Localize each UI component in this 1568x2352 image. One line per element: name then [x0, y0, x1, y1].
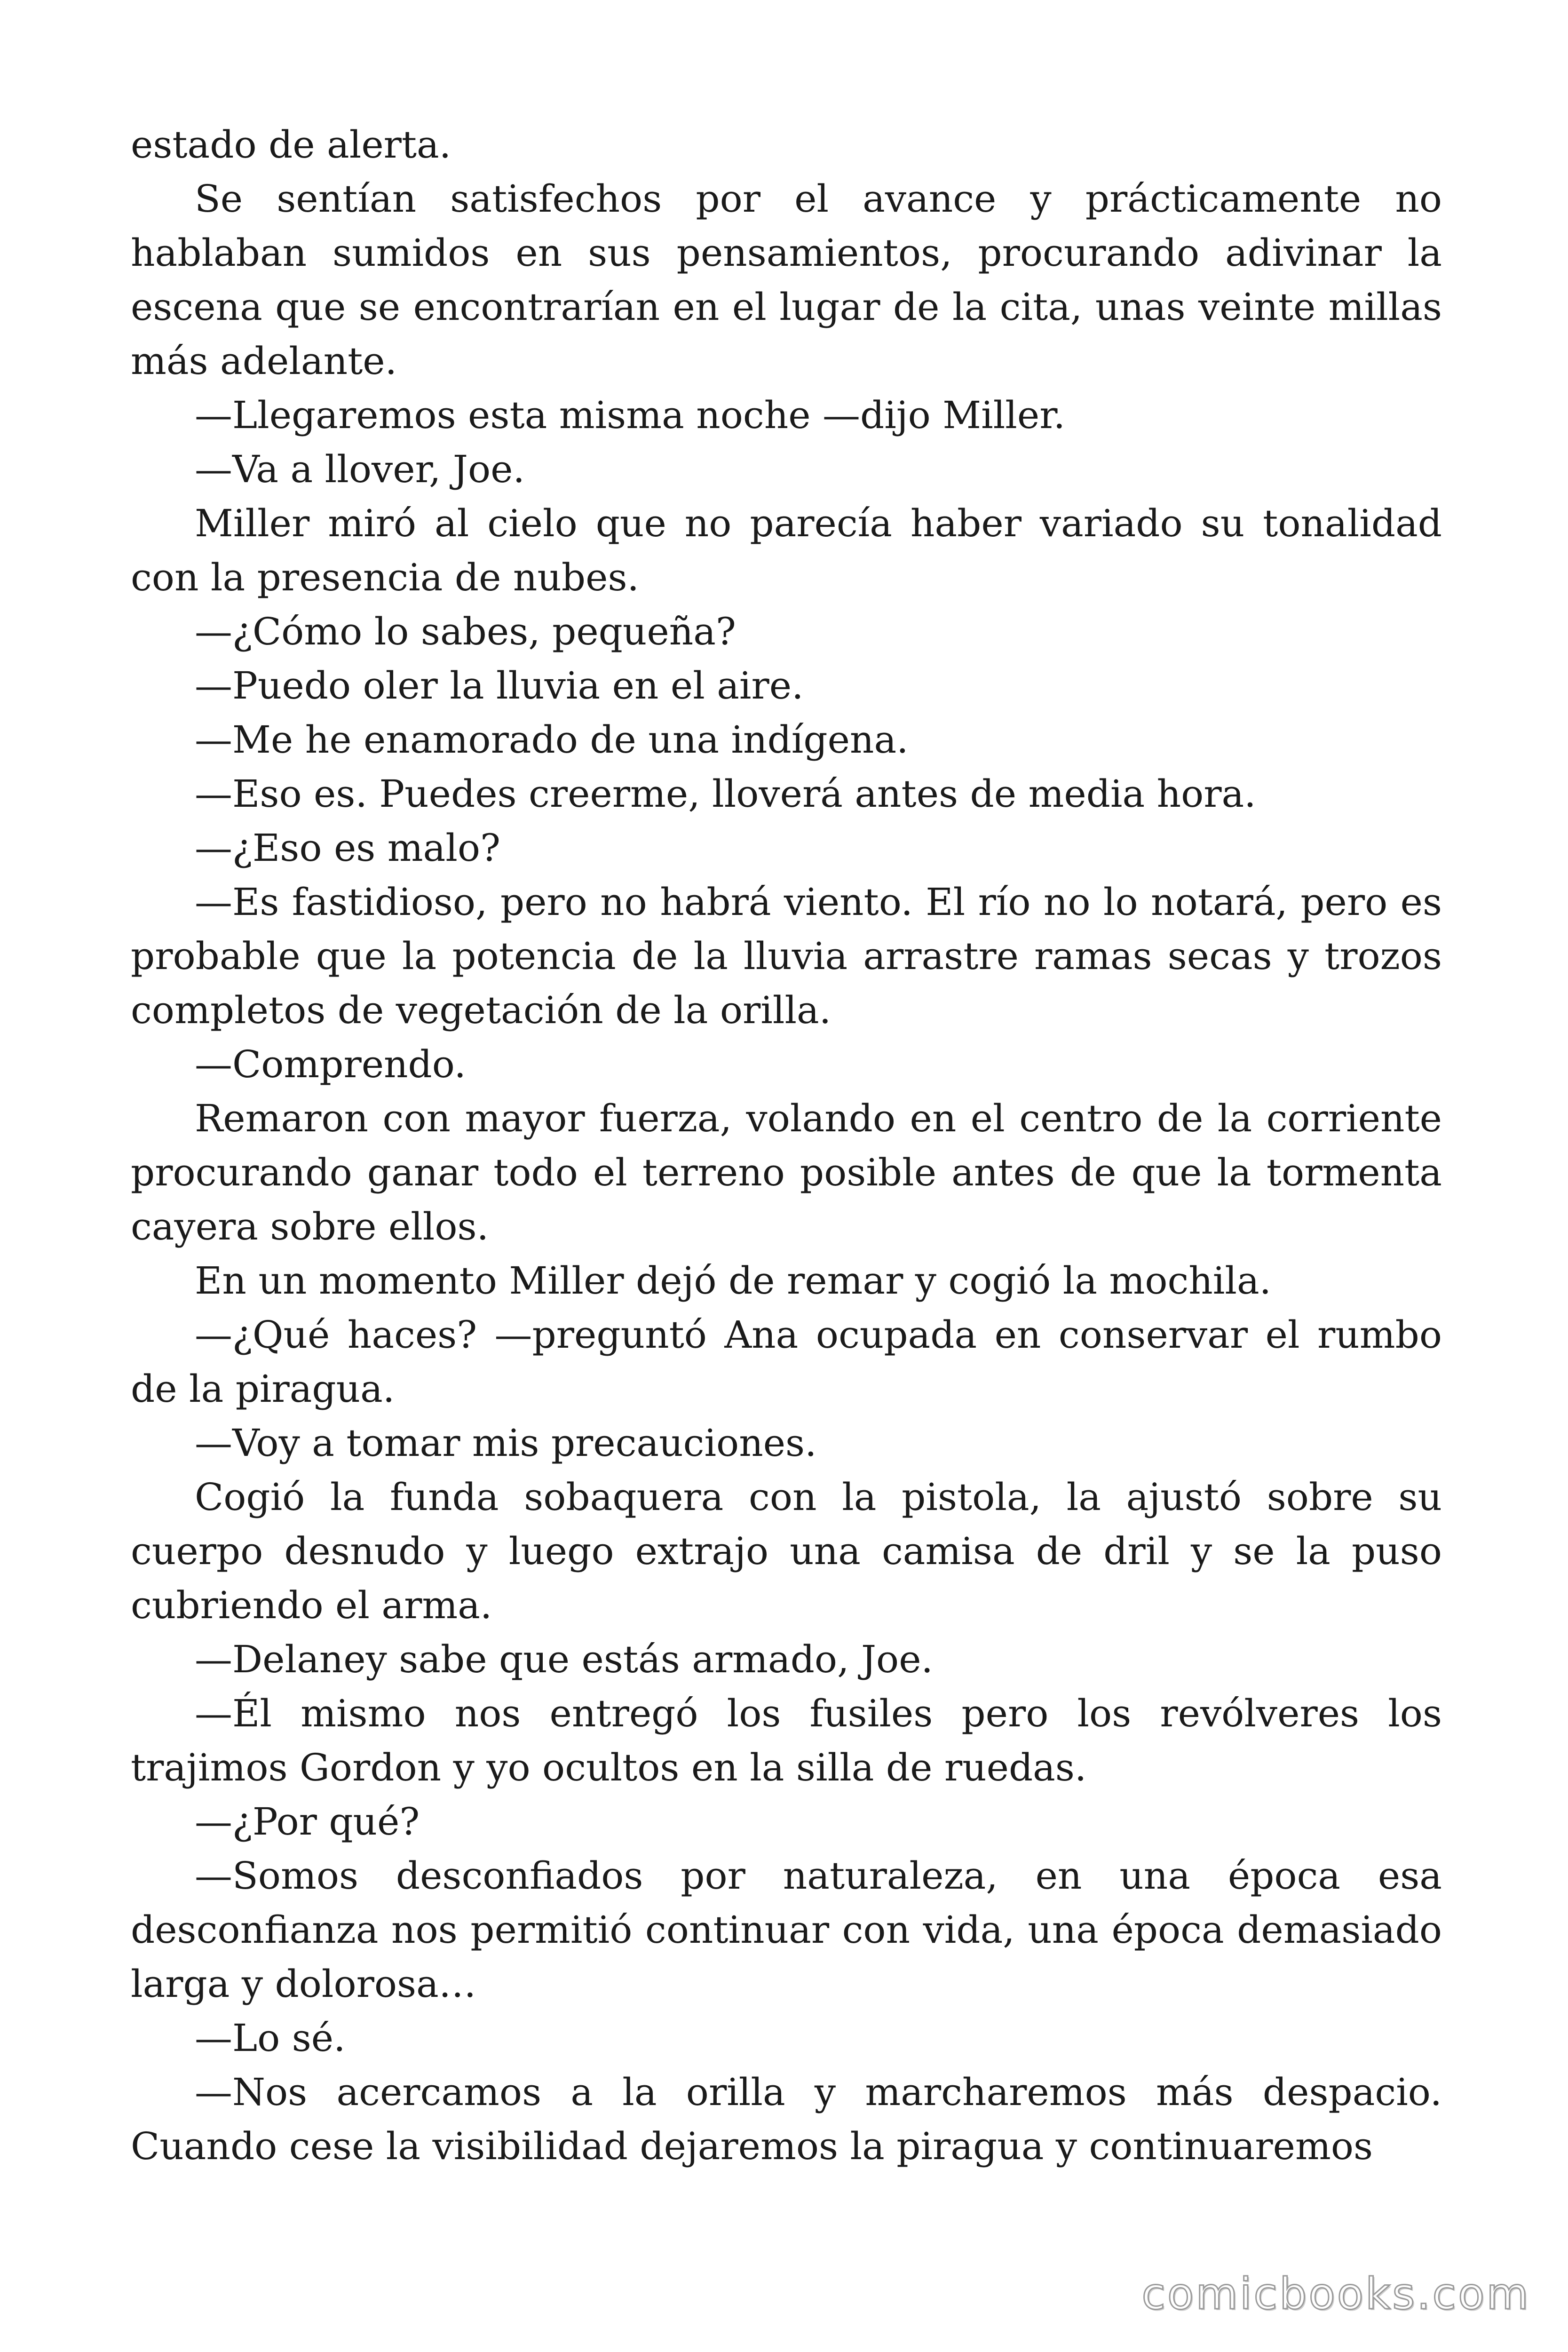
paragraph: —¿Por qué? [195, 1800, 420, 1843]
paragraph: Remaron con mayor fuerza, volando en el centro de la corriente procurando ganar todo el terreno posible antes de que la tormenta cayera sobre ellos. [131, 1097, 1442, 1248]
paragraph: Se sentían satisfechos por el avance y prácticamente no hablaban sumidos en sus pensamientos, procurando adivinar la escena que se encontrarían en el lugar de la cita, unas veinte millas más adelante. [131, 177, 1442, 383]
paragraph: —Me he enamorado de una indígena. [195, 718, 909, 762]
paragraph: —¿Qué haces? —preguntó Ana ocupada en conservar el rumbo de la piragua. [131, 1313, 1442, 1411]
paragraph: estado de alerta. [131, 123, 451, 167]
paragraph: Miller miró al cielo que no parecía haber variado su tonalidad con la presencia de nubes. [131, 501, 1442, 599]
paragraph: Cogió la funda sobaquera con la pistola, la ajustó sobre su cuerpo desnudo y luego extrajo una camisa de dril y se la puso cubriendo el arma. [131, 1475, 1442, 1627]
paragraph: —Voy a tomar mis precauciones. [195, 1421, 817, 1465]
watermark: comicbooks.com [1141, 2269, 1530, 2319]
paragraph: —Es fastidioso, pero no habrá viento. El río no lo notará, pero es probable que la potencia de la lluvia arrastre ramas secas y trozos completos de vegetación de la orilla. [131, 880, 1442, 1032]
paragraph: En un momento Miller dejó de remar y cogió la mochila. [195, 1259, 1272, 1303]
paragraph: —¿Eso es malo? [195, 826, 500, 870]
paragraph: —Delaney sabe que estás armado, Joe. [195, 1637, 933, 1681]
paragraph: —Puedo oler la lluvia en el aire. [195, 664, 804, 707]
paragraph: —Eso es. Puedes creerme, lloverá antes de media hora. [195, 772, 1256, 816]
paragraph: —Lo sé. [195, 2016, 346, 2060]
paragraph: —¿Cómo lo sabes, pequeña? [195, 610, 736, 653]
paragraph: —Nos acercamos a la orilla y marcharemos más despacio. Cuando cese la visibilidad dejaremos la piragua y continuaremos [131, 2070, 1442, 2168]
paragraph: —Llegaremos esta misma noche —dijo Miller. [195, 393, 1066, 437]
paragraph: —Él mismo nos entregó los fusiles pero los revólveres los trajimos Gordon y yo ocultos en la silla de ruedas. [131, 1692, 1442, 1789]
book-page-text [131, 118, 1442, 2173]
paragraph: —Va a llover, Joe. [195, 447, 525, 491]
paragraph: —Comprendo. [195, 1042, 466, 1086]
paragraph: —Somos desconfiados por naturaleza, en una época esa desconfianza nos permitió continuar con vida, una época demasiado larga y dolorosa… [131, 1854, 1442, 2006]
